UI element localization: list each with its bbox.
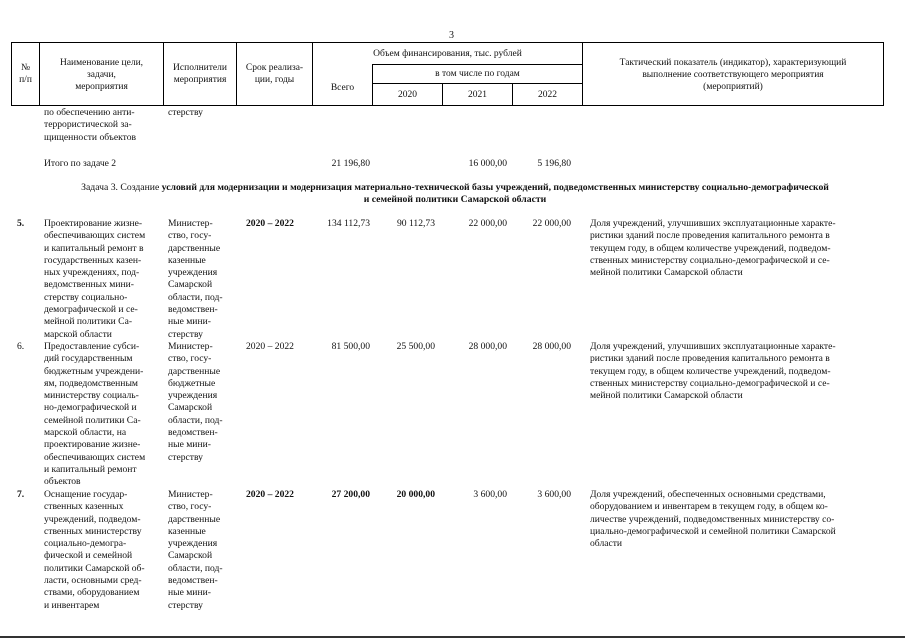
vline-9 xyxy=(883,42,884,106)
subtotal-label: Итого по задаче 2 xyxy=(44,158,117,169)
header-num: № п/п xyxy=(19,63,32,85)
row-executors: Министер- ство, госу- дарственные бюджетные учреждения Самарской области, под- ведомствен- ные мини- стерству xyxy=(168,341,223,463)
subtotal-2022: 5 196,80 xyxy=(537,158,571,169)
subtotal-2021: 16 000,00 xyxy=(468,158,507,169)
header-year-2021: 2021 xyxy=(468,90,487,100)
row-2021: 22 000,00 xyxy=(468,218,507,229)
header-by-years: в том числе по годам xyxy=(435,69,520,79)
row-total: 27 200,00 xyxy=(331,489,370,500)
header-year-2022: 2022 xyxy=(538,90,557,100)
header-executors: Исполнители мероприятия xyxy=(173,63,227,85)
row-indicator: Доля учреждений, улучшивших эксплуатационные характе- ристики зданий после проведения капитального ремонта в текущем году, в общем количестве учреждений, подведом- ственных министерству социально-демографической и се- мейной политики Самарской области xyxy=(590,341,836,402)
header-goal: Наименование цели, задачи, мероприятия xyxy=(59,58,144,92)
years-top-line xyxy=(372,64,582,65)
row-goal: Проектирование жизне- обеспечивающих систем и капитальный ремонт в государственных казен- ных учреждениях, под- ведомственных мини- стерству социально- демографической и се- мейной политики Са- марской области xyxy=(44,218,146,340)
row-2022: 28 000,00 xyxy=(532,341,571,352)
header-indicator: Тактический показатель (индикатор), характеризующий выполнение соответствующего мероприятия (мероприятий) xyxy=(619,58,847,92)
row-number: 5. xyxy=(17,218,25,229)
row-executors: Министер- ство, госу- дарственные казенные учреждения Самарской области, под- ведомствен- ные мини- стерству xyxy=(168,218,223,340)
row-indicator: Доля учреждений, обеспеченных основными средствами, оборудованием и инвентарем в текущем году, в общем ко- личестве учреждений, подведомственных министерству со- циально-демографической и семейной политики Самарской области xyxy=(590,489,836,550)
header-total: Всего xyxy=(330,83,355,93)
header-bottom-border xyxy=(11,105,884,106)
page-number: 3 xyxy=(449,30,454,41)
row-2020: 20 000,00 xyxy=(396,489,435,500)
task3-title-line1: условий для модернизации и модернизация материально-технической базы учреждений, подведомственных министерству социально-демографической xyxy=(161,182,829,193)
row-2020: 25 500,00 xyxy=(396,341,435,352)
row-2022: 22 000,00 xyxy=(532,218,571,229)
row-total: 134 112,73 xyxy=(327,218,370,229)
row-executors: Министер- ство, госу- дарственные казенные учреждения Самарской области, под- ведомствен- ные мини- стерству xyxy=(168,489,223,611)
header-funding: Объем финансирования, тыс. рублей xyxy=(373,49,522,59)
row-indicator: Доля учреждений, улучшивших эксплуатационные характе- ристики зданий после проведения капитального ремонта в текущем году, в общем количестве учреждений, подведом- ственных министерству социально-демографической и се- мейной политики Самарской области xyxy=(590,218,836,279)
header-term: Срок реализа- ции, годы xyxy=(245,63,304,85)
row-term: 2020 – 2022 xyxy=(246,341,294,352)
task3-heading xyxy=(60,182,850,206)
row-goal: Предоставление субси- дий государственным бюджетным учреждени- ям, подведомственным министерству социаль- но-демографической и семейной политики Са- марской области, на проектирование жизне- обеспечивающих систем и капитальный ремонт объектов xyxy=(44,341,146,488)
row-term: 2020 – 2022 xyxy=(246,218,294,229)
continuation-executors: стерству xyxy=(168,107,203,118)
row-2020: 90 112,73 xyxy=(396,218,435,229)
row-total: 81 500,00 xyxy=(331,341,370,352)
continuation-goal: по обеспечению анти- террористической за- щищенности объектов xyxy=(44,107,137,143)
row-2021: 3 600,00 xyxy=(473,489,507,500)
subtotal-total: 21 196,80 xyxy=(331,158,370,169)
row-2021: 28 000,00 xyxy=(468,341,507,352)
years-values-line xyxy=(372,83,582,84)
row-number: 6. xyxy=(17,341,25,352)
header-top-border xyxy=(11,42,884,43)
row-term: 2020 – 2022 xyxy=(246,489,294,500)
row-number: 7. xyxy=(17,489,25,500)
header-year-2020: 2020 xyxy=(398,90,417,100)
task3-prefix: Задача 3. Создание xyxy=(81,182,162,193)
row-2022: 3 600,00 xyxy=(537,489,571,500)
row-goal: Оснащение государ- ственных казенных учреждений, подведом- ственных министерству социально-демогра- фической и семейной политики Самарской об- ласти, основными сред- ствами, оборудованием и инвентарем xyxy=(44,489,145,611)
bottom-edge xyxy=(0,636,905,638)
task3-title-line2: и семейной политики Самарской области xyxy=(363,194,547,205)
